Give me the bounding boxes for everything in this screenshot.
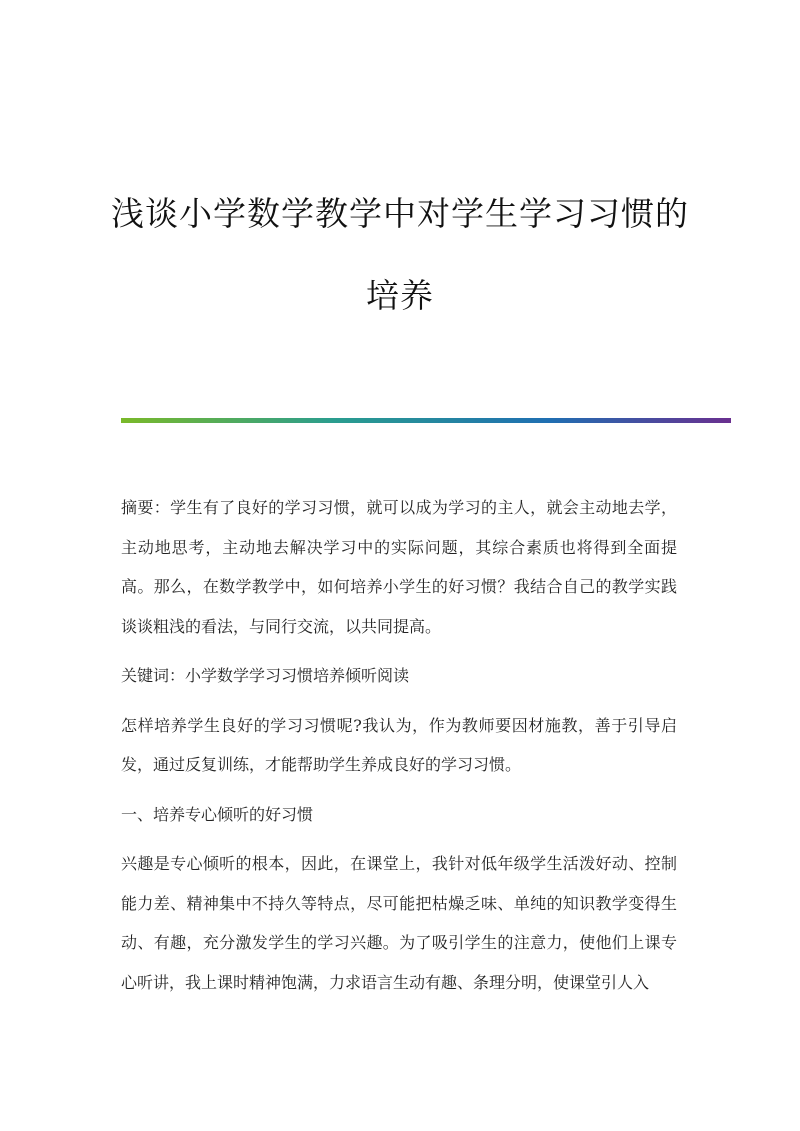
- body-paragraph: 兴趣是专心倾听的根本，因此，在课堂上，我针对低年级学生活泼好动、控制能力差、精神集中不持久等特点，尽可能把枯燥乏味、单纯的知识教学变得生动、有趣，充分激发学生的学习兴趣。为了吸引学生的注意力，使他们上课专心听讲，我上课时精神饱满，力求语言生动有趣、条理分明，使课堂引人入: [121, 854, 677, 992]
- section-heading: 一、培养专心倾听的好习惯: [121, 804, 314, 824]
- keywords-paragraph: 关键词：小学数学学习习惯培养倾听阅读: [121, 666, 410, 685]
- document-title-line-1: 浅谈小学数学教学中对学生学习习惯的: [111, 194, 689, 233]
- document-body: [121, 488, 677, 1012]
- intro-paragraph: 怎样培养学生良好的学习习惯呢?我认为，作为教师要因材施教，善于引导启发，通过反复训练，才能帮助学生养成良好的学习习惯。: [121, 715, 677, 774]
- abstract-paragraph: 摘要：学生有了良好的学习习惯，就可以成为学习的主人，就会主动地去学，主动地思考，主动地去解决学习中的实际问题，其综合素质也将得到全面提高。那么，在数学教学中，如何培养小学生的好习惯？我结合自己的教学实践谈谈粗浅的看法，与同行交流，以共同提高。: [121, 498, 677, 636]
- title-divider: [121, 418, 731, 423]
- document-title-line-2: 培养: [366, 276, 434, 315]
